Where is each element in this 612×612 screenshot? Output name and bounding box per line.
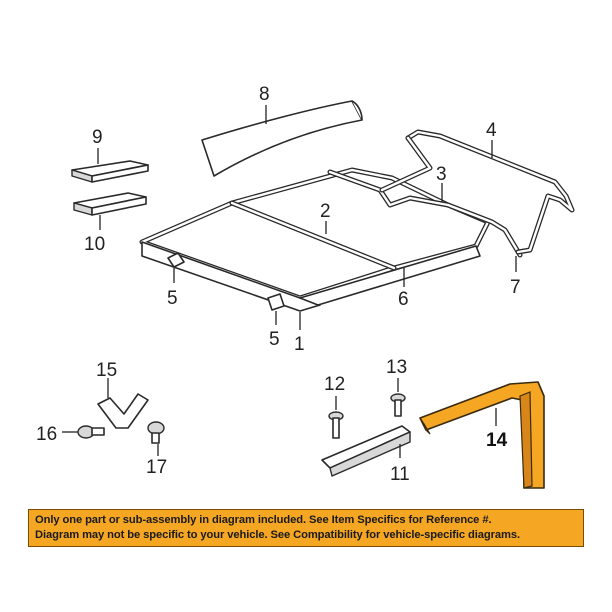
callout-13: 13 — [386, 357, 408, 378]
part-14-pillar-trim — [420, 382, 544, 488]
callout-2: 2 — [320, 201, 331, 222]
callout-7: 7 — [510, 277, 521, 298]
callout-12: 12 — [324, 374, 346, 395]
callout-9: 9 — [92, 127, 103, 148]
part-2-roof-frame — [142, 170, 488, 311]
callout-10: 10 — [84, 234, 106, 255]
part-3-rear-bow — [330, 172, 520, 255]
part-15-bracket — [98, 394, 148, 428]
callout-6: 6 — [398, 289, 409, 310]
callout-3: 3 — [436, 164, 447, 185]
callout-16: 16 — [36, 424, 58, 445]
callout-17: 17 — [146, 457, 168, 478]
part-16-screw — [78, 426, 104, 438]
part-10-pad — [74, 193, 146, 215]
part-17-screw — [148, 422, 164, 443]
part-8-header-panel — [202, 101, 362, 176]
part-9-pad — [72, 161, 148, 182]
part-4-hoop-frame — [382, 132, 572, 252]
callout-1: 1 — [294, 334, 305, 355]
callout-14: 14 — [486, 430, 508, 451]
callout-11: 11 — [390, 464, 410, 485]
callout-8: 8 — [259, 84, 270, 105]
notice-line-2: Diagram may not be specific to your vehicle. See Compatibility for vehicle-specific diagrams. — [35, 529, 520, 541]
callout-5b: 5 — [269, 329, 280, 350]
part-12-bolt — [329, 412, 343, 438]
notice-line-1: Only one part or sub-assembly in diagram included. See Item Specifics for Reference #. — [35, 514, 492, 526]
callout-4: 4 — [486, 120, 497, 141]
part-5-clip-b — [268, 294, 284, 310]
notice-banner — [28, 509, 584, 547]
callout-5a: 5 — [167, 288, 178, 309]
part-13-bolt — [391, 394, 405, 416]
callout-15: 15 — [96, 360, 118, 381]
